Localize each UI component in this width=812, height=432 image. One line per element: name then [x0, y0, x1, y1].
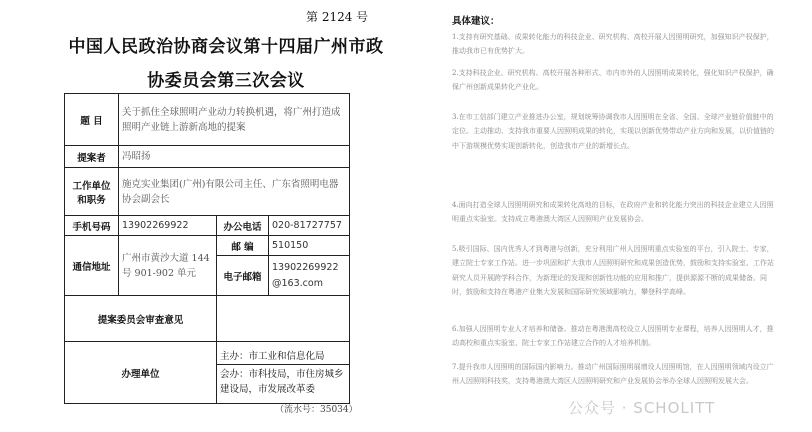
email-value: 13902269922@163.com — [269, 256, 350, 296]
mobile-value: 13902269922 — [119, 216, 217, 236]
postcode-value: 510150 — [269, 236, 350, 256]
address-label: 通信地址 — [65, 236, 119, 296]
review-opinion-value — [217, 296, 350, 342]
topic-label: 题 目 — [65, 94, 119, 146]
suggestions-heading: 具体建议： — [452, 16, 500, 27]
main-handler: 主办：市工业和信息化局 — [217, 346, 349, 365]
suggestion-paragraph: 7.提升我市人因照明的国际国内影响力。推动广州国际照明展增设人因照明馆，在人因照明领域内设立广州人因照明科技奖，支持粤港澳大湾区人因照明研究和产业发展协会举办全球人因照明发展大会。 — [452, 363, 774, 386]
document-title-line-1: 中国人民政治协商会议第十四届广州市政 — [68, 37, 384, 57]
suggestion-paragraph: 2.支持科技企业、研究机构、高校开展各种形式、市内市外的人因照明成果转化，强化知识产权保护，确保广州创新成果转化产业化。 — [452, 69, 774, 92]
suggestion-paragraph: 1.支持有研究基础、成果转化能力的科技企业、研究机构、高校开展人因照明研究，加强知识产权保护，推动我市已有优势扩大。 — [452, 33, 774, 56]
work-unit-label: 工作单位和职务 — [65, 168, 119, 216]
document-number: 第 2124 号 — [306, 10, 369, 24]
work-unit-value: 施克实业集团(广州)有限公司主任、广东省照明电器协会副会长 — [119, 168, 350, 216]
proposal-form-table — [64, 93, 350, 404]
office-phone-label: 办公电话 — [217, 216, 269, 236]
suggestion-paragraph: 6.加强人因照明专业人才培养和储备。推动在粤港澳高校设立人因照明专业课程，培养人因照明人才，推动高校和重点实验室、院士专家工作站建立合作的人才培养机制。 — [452, 325, 774, 348]
office-phone-value: 020-81727757 — [269, 216, 350, 236]
review-opinion-label: 提案委员会审查意见 — [65, 296, 217, 342]
topic-value: 关于抓住全球照明产业动力转换机遇，将广州打造成照明产业链上游新高地的提案 — [119, 94, 350, 146]
watermark: 公众号 · SCHOLITT — [568, 399, 716, 417]
handler-cell — [217, 342, 350, 404]
postcode-label: 邮 编 — [217, 236, 269, 256]
mobile-label: 手机号码 — [65, 216, 119, 236]
suggestion-paragraph: 5.吸引国际、国内优秀人才到粤港与创新，充分利用广州人因照明重点实验室的平台，引入院士、专家，建立院士专家工作站。进一步巩固和扩大我市人因照明研究和成果创造优势，鼓励和支持实验室、工作站研究人员开展跨学科合作，为新理论的发现和创新性功能的应用和推广，提供源源不断的成果储备。同时，鼓励和支持在粤港产业集大发展和国际研究领域影响力，攀登科学高峰。 — [452, 245, 774, 297]
proposer-value: 冯昭扬 — [119, 146, 350, 168]
serial-number: （流水号：35034） — [275, 405, 358, 415]
suggestion-paragraph: 4.面向打造全球人因照明研究和成果转化高地的目标，在政府产业和转化能力突出的科技企业建立人因照明重点实验室。支持成立粤港澳大湾区人因照明产业发展协会。 — [452, 201, 774, 224]
co-handlers: 会办：市科技局，市住房城乡建设局，市发展改革委 — [220, 369, 344, 395]
address-value: 广州市黄沙大道 144 号 901-902 单元 — [119, 236, 217, 296]
document-title-line-2: 协委员会第三次会议 — [147, 71, 305, 91]
handler-label: 办理单位 — [65, 342, 217, 404]
suggestion-paragraph: 3.在市工信部门建立产业推进办公室，规划统筹协调我市人因照明在全省、全国、全球产业链价值链中的定位。主动推动、支持我市重要人因照明成果的转化，实现以创新优势带动产业方向和发展，以价值链的中下游规模优势实现创新转化，创造我市产业的新增长点。 — [452, 113, 774, 150]
email-label: 电子邮箱 — [217, 256, 269, 296]
proposer-label: 提案者 — [65, 146, 119, 168]
